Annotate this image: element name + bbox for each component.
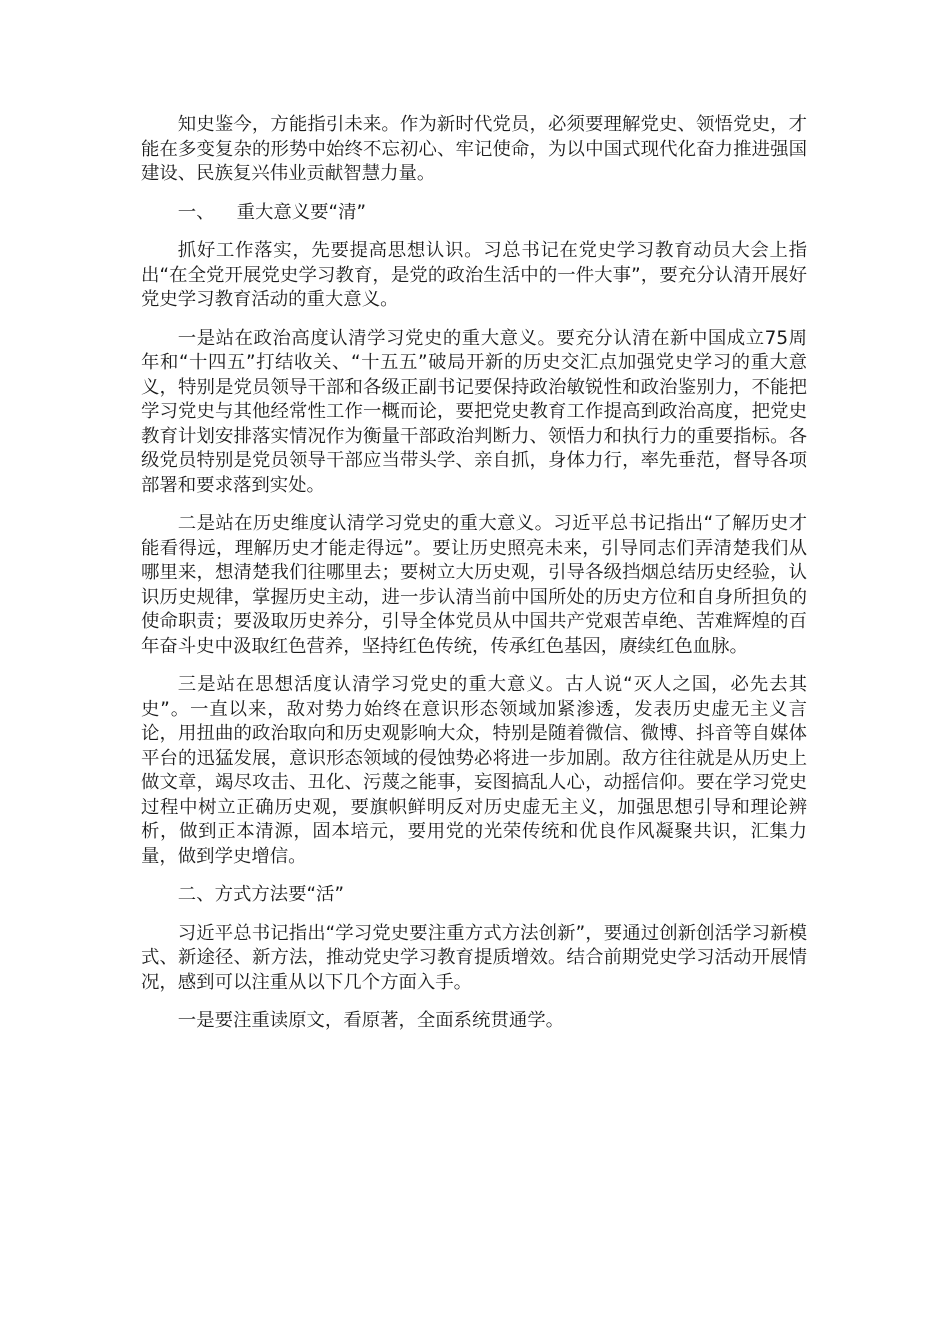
section-2-point-1: 一是要注重读原文，看原著，全面系统贯通学。 (177, 1010, 565, 1031)
section-2-lead-paragraph: 习近平总书记指出“学习党史要注重方式方法创新”，要通过创新创活学习新模式、新途径、新方法，推动党史学习教育提质增效。结合前期党史学习活动开展情况，感到可以注重从以下几个方面入手。 (141, 922, 807, 993)
section-1-point-3: 三是站在思想活度认清学习党史的重大意义。古人说“灭人之国，必先去其史”。一直以来，敌对势力始终在意识形态领域加紧渗透，发表历史虚无主义言论，用扭曲的政治取向和历史观影响大众，特别是随着微信、微博、抖音等自媒体平台的迅猛发展，意识形态领域的侵蚀势必将进一步加剧。敌方往往就是从历史上做文章，竭尽攻击、丑化、污蔑之能事，妄图搞乱人心，动摇信仰。要在学习党史过程中树立正确历史观，要旗帜鲜明反对历史虚无主义，加强思想引导和理论辨析，做到正本清源，固本培元，要用党的光荣传统和优良作风凝聚共识，汇集力量，做到学史增信。 (141, 674, 807, 867)
section-1-number: 一、 (177, 201, 215, 223)
intro-paragraph: 知史鉴今，方能指引未来。作为新时代党员，必须要理解党史、领悟党史，才能在多变复杂的形势中始终不忘初心、牢记使命，为以中国式现代化奋力推进强国建设、民族复兴伟业贡献智慧力量。 (141, 114, 807, 184)
section-1-point-1: 一是站在政治高度认清学习党史的重大意义。要充分认清在新中国成立75周年和“十四五”打结收关、“十五五”破局开新的历史交汇点加强党史学习的重大意义，特别是党员领导干部和各级正副书记要保持政治敏锐性和政治鉴别力，不能把学习党史与其他经常性工作一概而论，要把党史教育工作提高到政治高度，把党史教育计划安排落实情况作为衡量干部政治判断力、领悟力和执行力的重要指标。各级党员特别是党员领导干部应当带头学、亲自抓，身体力行，率先垂范，督导各项部署和要求落到实处。 (141, 327, 807, 496)
section-1-point-2: 二是站在历史维度认清学习党史的重大意义。习近平总书记指出“了解历史才能看得远，理解历史才能走得远”。要让历史照亮未来，引导同志们弄清楚我们从哪里来，想清楚我们往哪里去；要树立大历史观，引导各级挡烟总结历史经验，认识历史规律，掌握历史主动，进一步认清当前中国所处的历史方位和自身所担负的使命职责；要汲取历史养分，引导全体党员从中国共产党艰苦卓绝、苦难辉煌的百年奋斗史中汲取红色营养，坚持红色传统，传承红色基因，赓续红色血脉。 (141, 513, 807, 657)
section-1-heading (141, 201, 807, 226)
document-body (141, 113, 807, 1048)
section-2-heading: 二、方式方法要“活” (177, 884, 344, 905)
section-1-title: 重大意义要“清” (236, 201, 366, 223)
section-1-lead-paragraph: 抓好工作落实，先要提高思想认识。习总书记在党史学习教育动员大会上指出“在全党开展党史学习教育，是党的政治生活中的一件大事”，要充分认清开展好党史学习教育活动的重大意义。 (141, 240, 807, 310)
